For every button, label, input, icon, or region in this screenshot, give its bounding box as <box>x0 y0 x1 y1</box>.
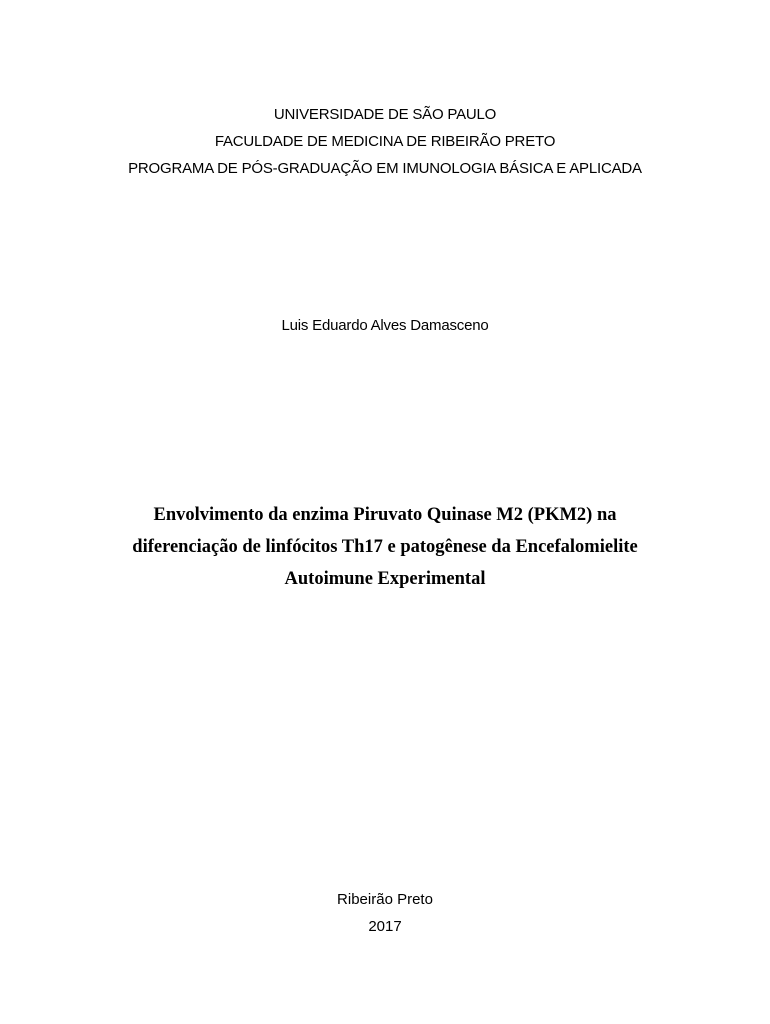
thesis-title-line-3: Autoimune Experimental <box>284 569 486 589</box>
institution-header <box>0 101 770 182</box>
place-and-year <box>0 886 770 940</box>
thesis-title-line-2: diferenciação de linfócitos Th17 e patogênese da Encefalomielite <box>132 537 638 557</box>
author-name: Luis Eduardo Alves Damasceno <box>281 317 489 334</box>
thesis-title <box>60 499 710 595</box>
university-name: UNIVERSIDADE DE SÃO PAULO <box>273 106 497 123</box>
program-name: PROGRAMA DE PÓS-GRADUAÇÃO EM IMUNOLOGIA BÁSICA E APLICADA <box>128 160 642 177</box>
city: Ribeirão Preto <box>337 891 433 908</box>
thesis-title-line-1: Envolvimento da enzima Piruvato Quinase M2 (PKM2) na <box>153 505 617 525</box>
year: 2017 <box>368 918 402 935</box>
faculty-name: FACULDADE DE MEDICINA DE RIBEIRÃO PRETO <box>214 133 556 150</box>
